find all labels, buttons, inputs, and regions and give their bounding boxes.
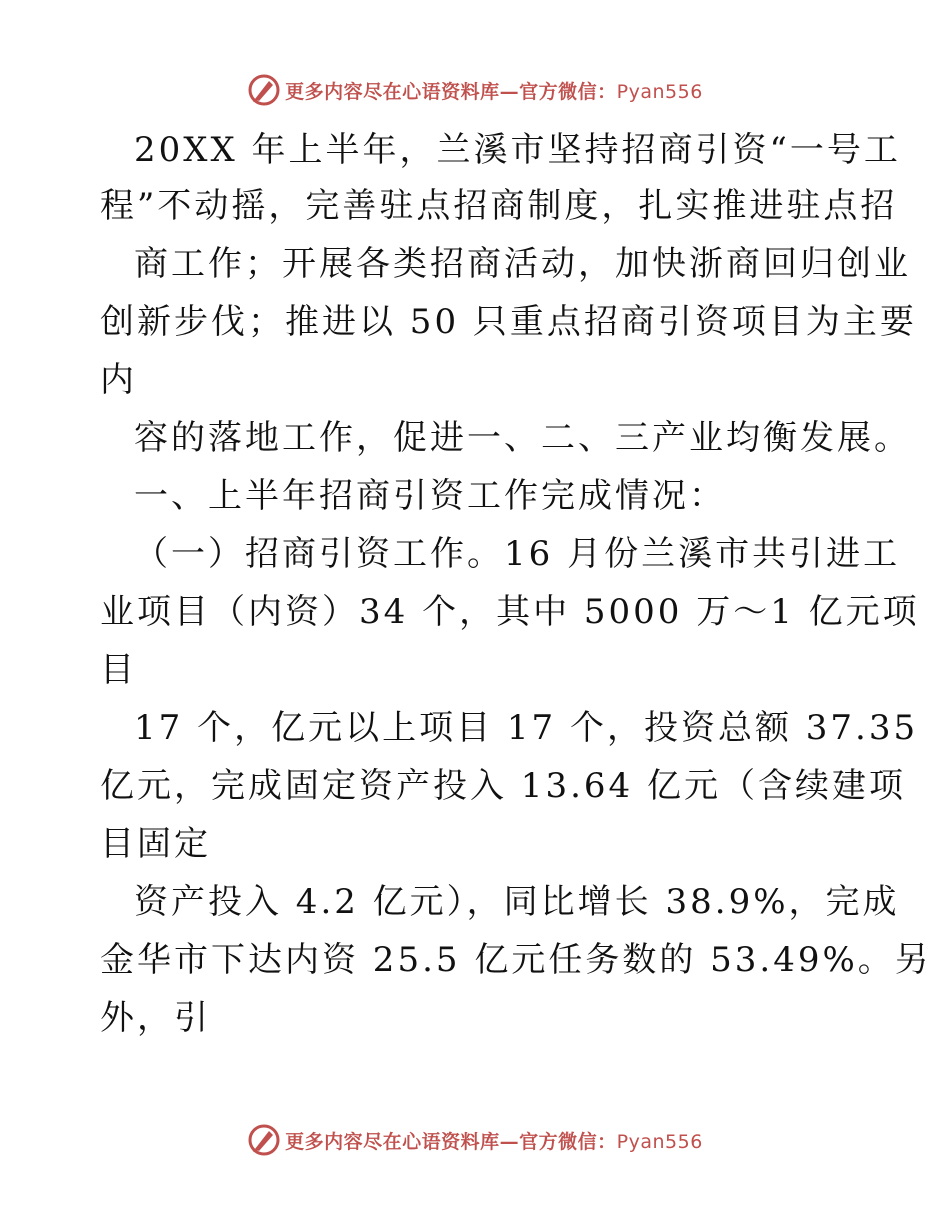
body-line: 程”不动摇，完善驻点招商制度，扎实推进驻点招 (100, 186, 898, 226)
pen-logo-icon (247, 73, 281, 107)
body-line: 亿元，完成固定资产投入 13.64 亿元（含续建项 (100, 766, 906, 806)
header-banner-text: 更多内容尽在心语资料库—官方微信：Pyan556 (285, 80, 703, 103)
body-line: 17 个，亿元以上项目 17 个，投资总额 37.35 (134, 708, 919, 748)
body-line: 内 (100, 360, 137, 400)
body-line: 容的落地工作，促进一、二、三产业均衡发展。 (134, 418, 911, 458)
body-line: 目 (100, 650, 137, 690)
body-line: 资产投入 4.2 亿元），同比增长 38.9%，完成 (134, 882, 900, 922)
footer-banner (0, 1120, 950, 1160)
pen-logo-icon (247, 1123, 281, 1157)
body-line: 商工作；开展各类招商活动，加快浙商回归创业 (134, 244, 911, 284)
body-line: 目固定 (100, 824, 211, 864)
section-heading: 一、上半年招商引资工作完成情况： (134, 476, 726, 516)
footer-banner-text: 更多内容尽在心语资料库—官方微信：Pyan556 (285, 1130, 703, 1153)
body-line: 业项目（内资）34 个，其中 5000 万～1 亿元项 (100, 592, 920, 632)
header-wechat-id: Pyan556 (616, 80, 703, 103)
header-banner (0, 70, 950, 110)
footer-wechat-id: Pyan556 (616, 1130, 703, 1153)
body-line: （一）招商引资工作。16 月份兰溪市共引进工 (134, 534, 901, 574)
body-line: 外，引 (100, 998, 211, 1038)
body-line: 金华市下达内资 25.5 亿元任务数的 53.49%。另 (100, 940, 932, 980)
body-line: 20XX 年上半年，兰溪市坚持招商引资“一号工 (134, 130, 901, 170)
body-line: 创新步伐；推进以 50 只重点招商引资项目为主要 (100, 302, 917, 342)
